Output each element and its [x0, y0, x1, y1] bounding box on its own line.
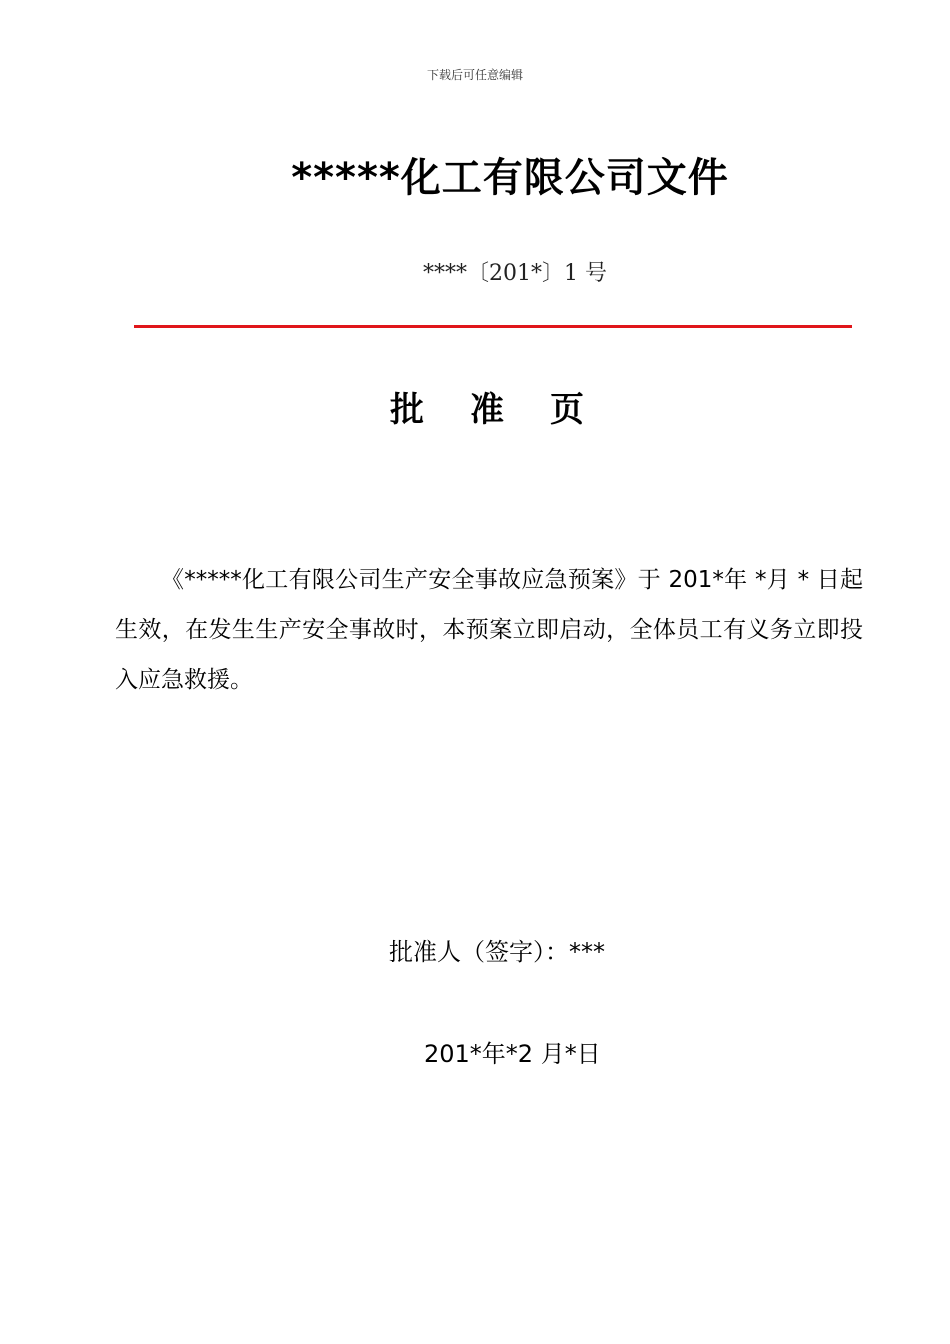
header-note: 下载后可任意编辑	[426, 68, 523, 82]
document-title: *****化工有限公司文件	[291, 155, 729, 201]
signature-line: 批准人（签字）：***	[389, 938, 605, 966]
document-number: ****〔201*〕1 号	[423, 261, 607, 286]
page-heading: 批准页	[390, 390, 630, 430]
red-divider	[134, 325, 852, 328]
body-paragraph: 《*****化工有限公司生产安全事故应急预案》于 201*年 *月 * 日起生效，在发生生产安全事故时，本预案立即启动，全体员工有义务立即投入应急救援。	[115, 567, 863, 693]
date-line: 201*年*2 月*日	[424, 1040, 601, 1068]
